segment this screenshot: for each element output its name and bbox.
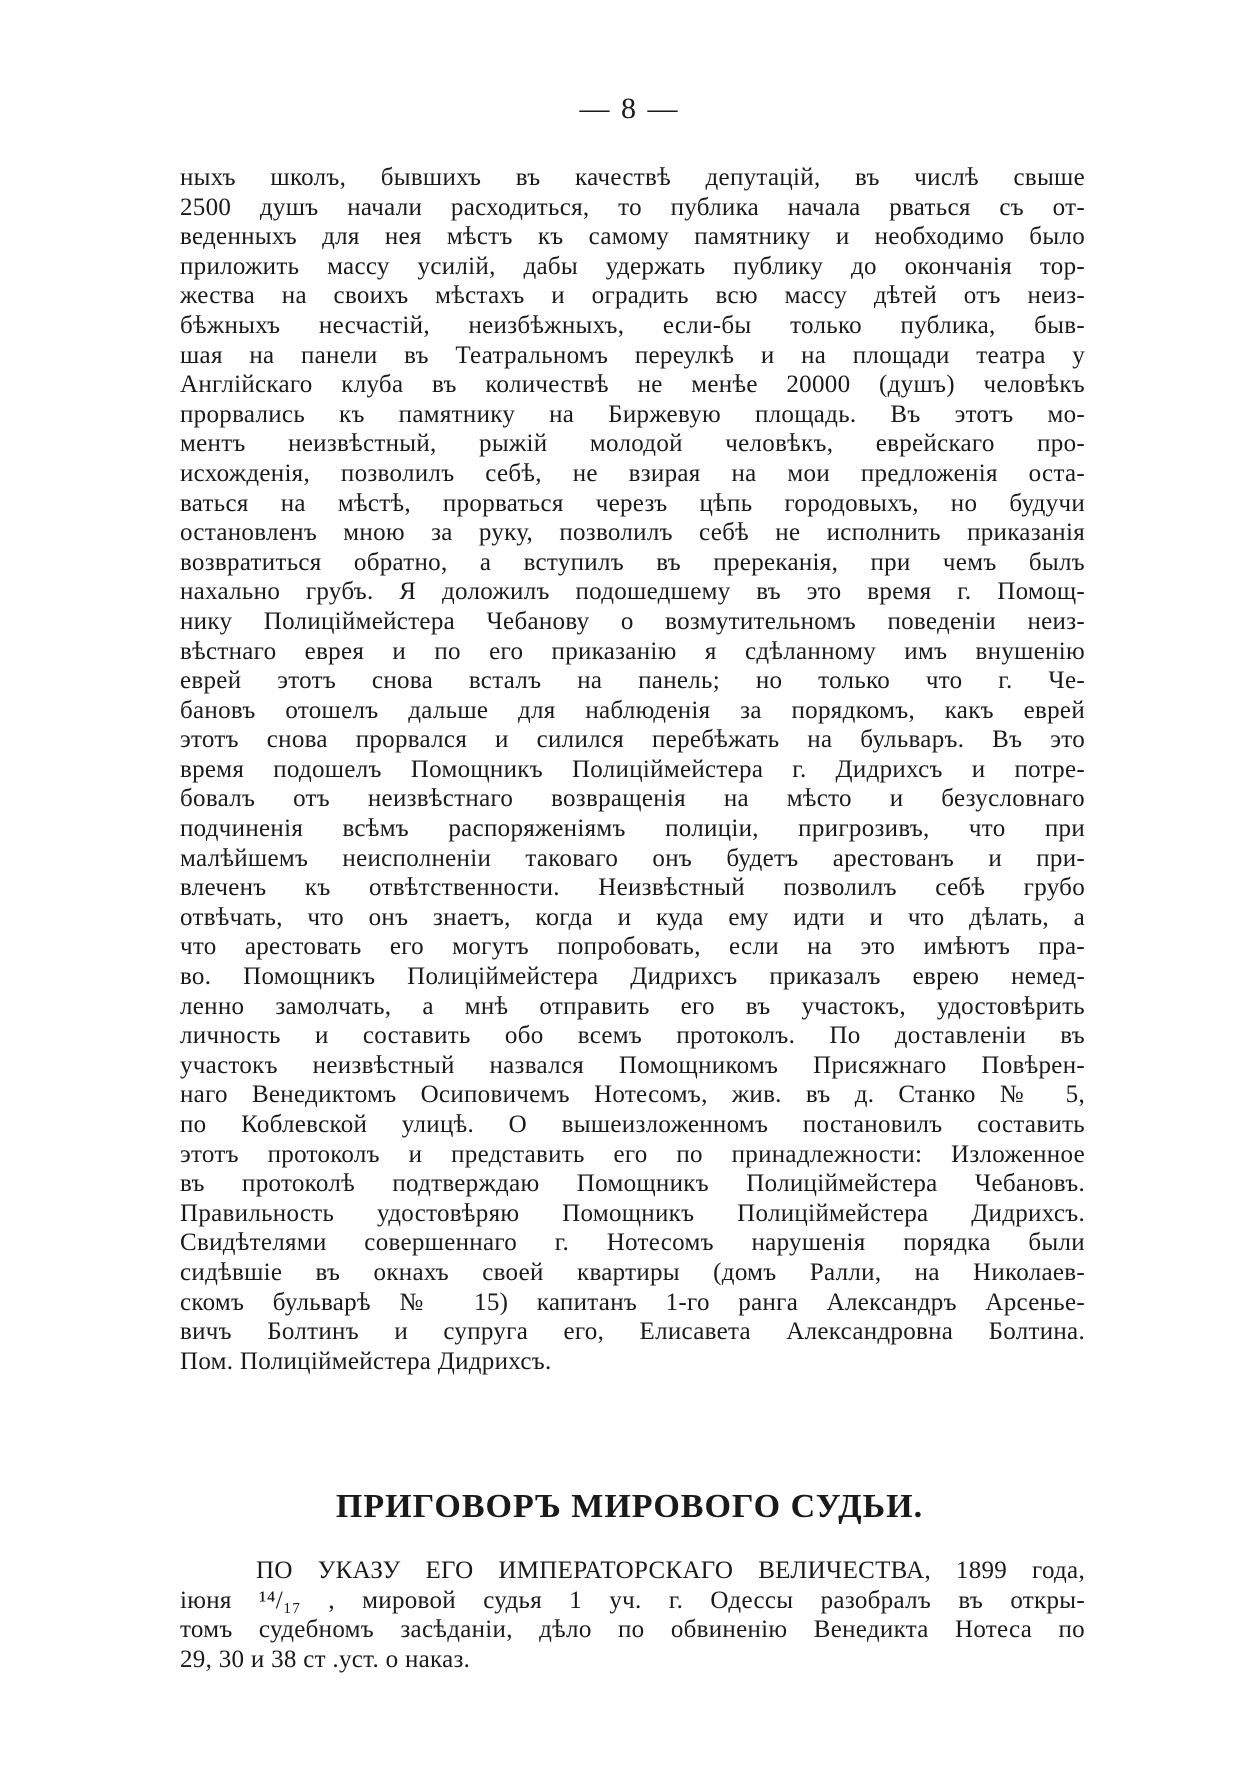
text-line: малѣйшемъ неисполненіи таковаго онъ будетъ арестованъ и при- [180, 844, 1085, 872]
text-line: наго Венедиктомъ Осиповичемъ Нотесомъ, жив. въ д. Станко № 5, [180, 1081, 1085, 1109]
text-line: возвратиться обратно, а вступилъ въ пререканія, при чемъ былъ [180, 548, 1085, 576]
text-line: отвѣчать, что онъ знаетъ, когда и куда ему идти и что дѣлать, а [180, 903, 1085, 931]
text-line: сидѣвшіе въ окнахъ своей квартиры (домъ Ралли, на Николаев- [180, 1258, 1085, 1286]
text-line: влеченъ къ отвѣтственности. Неизвѣстный позволилъ себѣ грубо [180, 874, 1085, 902]
text-line: ментъ неизвѣстный, рыжій молодой человѣкъ, еврейскаго про- [180, 430, 1085, 458]
text-line: личность и составить обо всемъ протоколъ. По доставленіи въ [180, 1022, 1085, 1050]
text-line: вичъ Болтинъ и супруга его, Елисавета Александровна Болтина. [180, 1318, 1085, 1346]
protocol-text [180, 163, 1085, 1376]
text-line: Свидѣтелями совершеннаго г. Нотесомъ нарушенія порядка были [180, 1229, 1085, 1257]
section-heading: ПРИГОВОРЪ МИРОВОГО СУДЬИ. [335, 1488, 924, 1525]
text-line: что арестовать его могутъ попробовать, если на это имѣютъ пра- [180, 933, 1085, 961]
text-line: бановъ отошелъ дальше для наблюденія за порядкомъ, какъ еврей [180, 696, 1085, 724]
text-line: приложить массу усилій, дабы удержать публику до окончанія тор- [180, 252, 1085, 280]
text-line: время подошелъ Помощникъ Полиціймейстера г. Дидрихсъ и потре- [180, 755, 1085, 783]
text-line: еврей этотъ снова всталъ на панель; но только что г. Че- [180, 667, 1085, 695]
text-line: въ протоколѣ подтверждаю Помощникъ Полиціймейстера Чебановъ. [180, 1170, 1085, 1198]
text-line: ныхъ школъ, бывшихъ въ качествѣ депутацій, въ числѣ свыше [180, 164, 1085, 191]
text-line: нахально грубъ. Я доложилъ подошедшему въ это время г. Помощ- [180, 578, 1085, 606]
text-line: жества на своихъ мѣстахъ и оградить всю массу дѣтей отъ неиз- [180, 282, 1085, 310]
text-line: остановленъ мною за руку, позволилъ себѣ не исполнить приказанія [180, 519, 1085, 547]
text-line: скомъ бульварѣ № 15) капитанъ 1-го ранга Александръ Арсенье- [180, 1288, 1085, 1316]
text-line: бѣжныхъ несчастій, неизбѣжныхъ, если-бы только публика, быв- [180, 311, 1085, 339]
text-line: нику Полиціймейстера Чебанову о возмутительномъ поведеніи неиз- [180, 607, 1085, 635]
text-line: по Коблевской улицѣ. О вышеизложенномъ постановилъ составить [180, 1111, 1085, 1138]
text-line: Англійскаго клуба въ количествѣ не менѣе 20000 (душъ) человѣкъ [180, 371, 1085, 399]
text-line: ленно замолчать, а мнѣ отправить его въ участокъ, удостовѣрить [180, 992, 1085, 1020]
text-line: вѣстнаго еврея и по его приказанію я сдѣланному имъ внушенію [180, 637, 1085, 665]
text-line: 29, 30 и 38 ст .уст. о наказ. [180, 1645, 471, 1673]
text-line: этотъ снова прорвался и силился перебѣжать на бульваръ. Въ это [180, 726, 1085, 754]
text-line: ПО УКАЗУ ЕГО ИМПЕРАТОРСКАГО ВЕЛИЧЕСТВА, 1899 года, [256, 1557, 1085, 1584]
text-line: подчиненія всѣмъ распоряженіямъ полиціи, пригрозивъ, что при [180, 815, 1085, 843]
text-line: шая на панели въ Театральномъ переулкѣ и на площади театра у [180, 341, 1085, 369]
text-line: 2500 душъ начали расходиться, то публика начала рваться съ от- [180, 193, 1085, 221]
verdict-text [180, 1556, 1085, 1674]
text-line: исхожденія, позволилъ себѣ, не взирая на мои предложенія оста- [180, 459, 1085, 487]
text-line: іюня ¹⁴/₁₇ , мировой судья 1 уч. г. Одессы разобралъ въ откры- [180, 1586, 1085, 1614]
text-line: веденныхъ для нея мѣстъ къ самому памятнику и необходимо было [180, 223, 1085, 251]
text-line: ваться на мѣстѣ, прорваться черезъ цѣпь городовыхъ, но будучи [180, 489, 1085, 517]
text-line: во. Помощникъ Полиціймейстера Дидрихсъ приказалъ еврею немед- [180, 963, 1085, 991]
text-line: Пом. Полиціймейстера Дидрихсъ. [180, 1347, 552, 1375]
text-line: томъ судебномъ засѣданіи, дѣло по обвиненію Венедикта Нотеса по [180, 1616, 1085, 1644]
text-line: прорвались къ памятнику на Биржевую площадь. Въ этотъ мо- [180, 400, 1085, 428]
text-line: бовалъ отъ неизвѣстнаго возвращенія на мѣсто и безусловнаго [180, 785, 1085, 813]
page-number: — 8 — [579, 92, 680, 125]
text-line: Правильность удостовѣряю Помощникъ Полиціймейстера Дидрихсъ. [180, 1199, 1085, 1227]
text-line: участокъ неизвѣстный назвался Помощникомъ Присяжнаго Повѣрен- [180, 1051, 1085, 1079]
text-line: этотъ протоколъ и представить его по принадлежности: Изложенное [180, 1140, 1085, 1168]
